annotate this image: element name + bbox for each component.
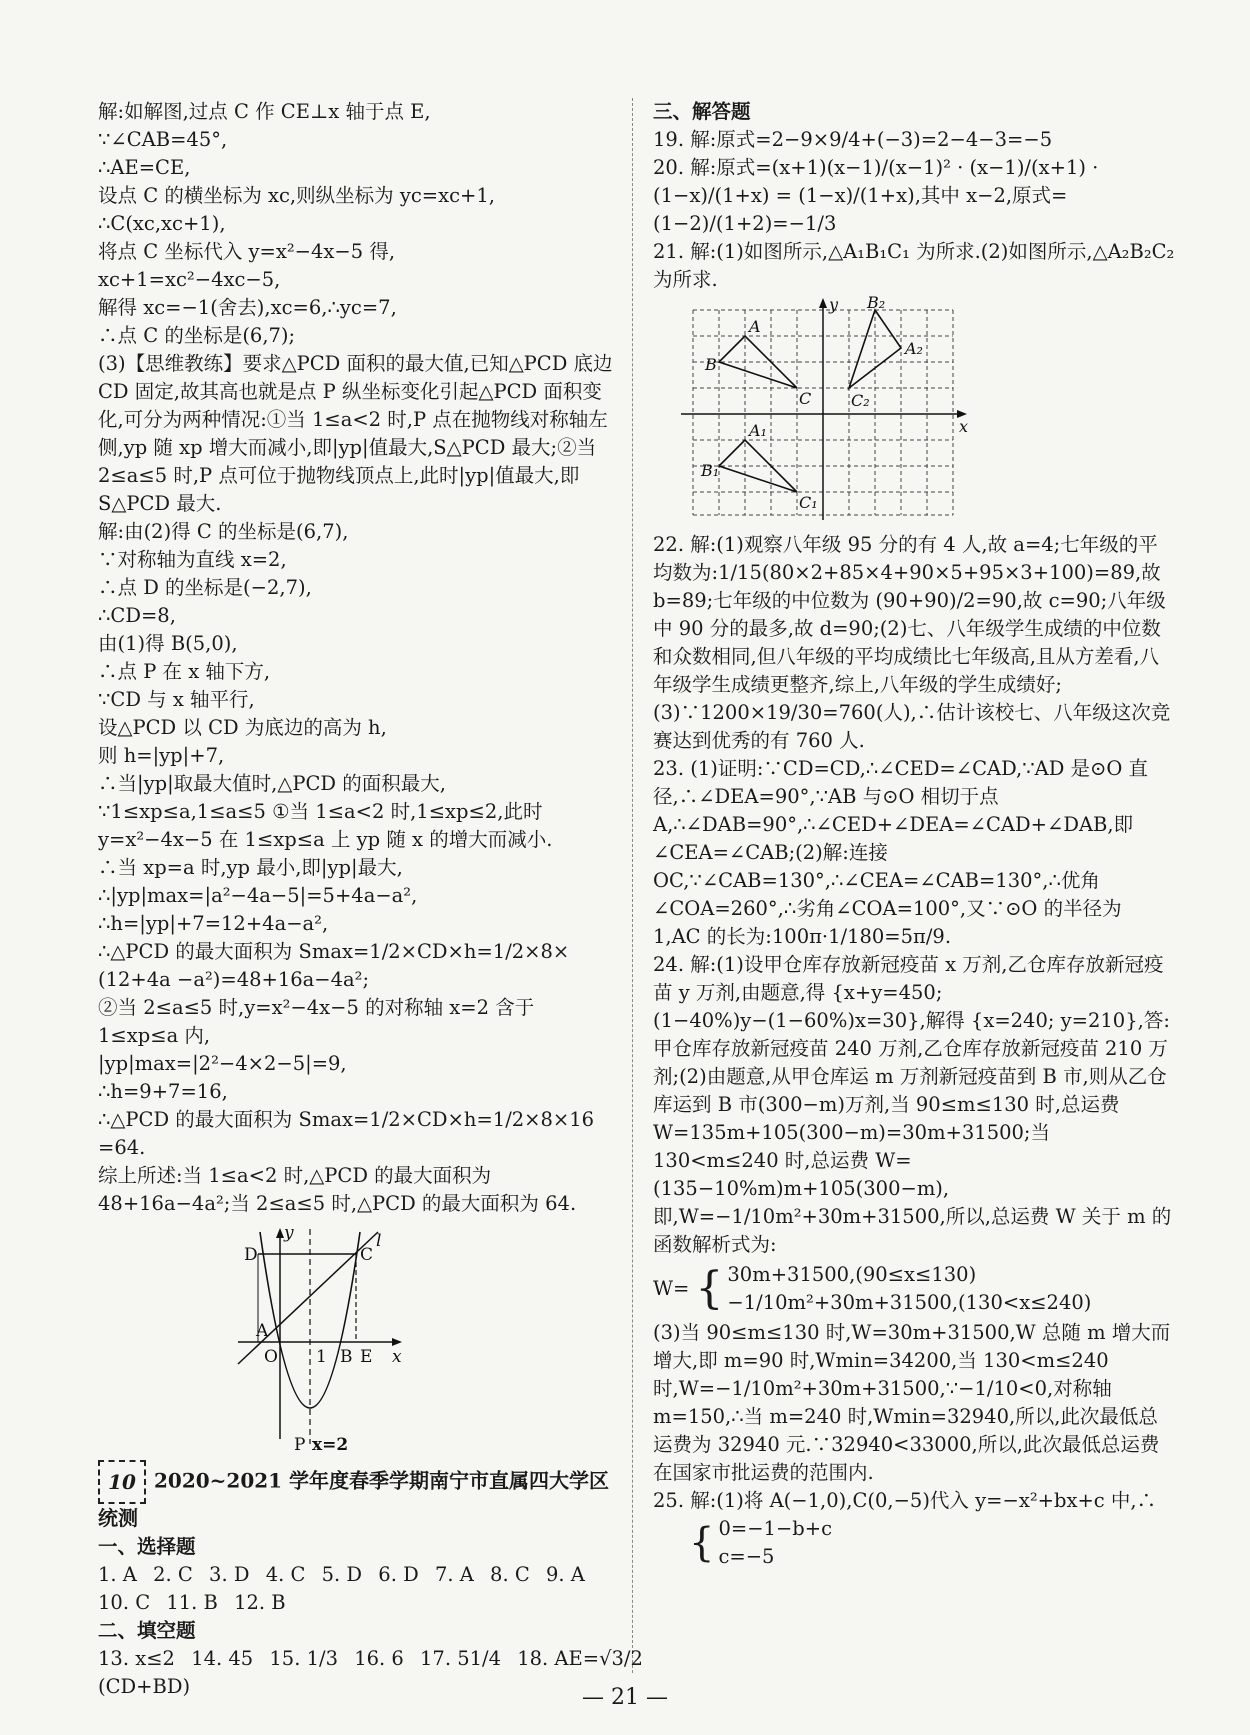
piecewise-function: W= { 30m+31500,(90≤x≤130) −1/10m²+30m+31500,(130<x≤240): [653, 1261, 1175, 1317]
answer-section-heading: 三、解答题: [653, 100, 751, 123]
system-eq-1: 0=−1−b+c: [718, 1517, 833, 1540]
label-1: 1: [316, 1347, 327, 1367]
fill-heading: 二、填空题: [98, 1619, 196, 1642]
label-o: O: [264, 1347, 278, 1367]
parabola-figure: [98, 1224, 618, 1454]
grid-label-a2: A₂: [905, 339, 923, 358]
text-line: 将点 C 坐标代入 y=x²−4x−5 得,: [98, 240, 396, 263]
text-line: (12+4a −a²)=48+16a−4a²;: [98, 968, 370, 991]
text-line: ∴△PCD 的最大面积为 Smax=1/2×CD×h=1/2×8×16: [98, 1108, 595, 1131]
label-p: P: [294, 1435, 306, 1455]
grid-label-a1: A₁: [749, 421, 767, 440]
piece-1: 30m+31500,(90≤x≤130): [727, 1263, 977, 1286]
text-line: 解得 xc=−1(舍去),xc=6,∴yc=7,: [98, 296, 397, 319]
solution-part2: [98, 98, 618, 350]
label-axis: x=2: [312, 1435, 349, 1455]
q25-system: { 0=−1−b+c c=−5: [689, 1515, 1175, 1571]
answer: 12. B: [234, 1591, 286, 1614]
label-e: E: [360, 1347, 373, 1367]
page-number: — 21 —: [582, 1685, 668, 1710]
left-column: [98, 98, 643, 1701]
text-line: ∴h=9+7=16,: [98, 1080, 228, 1103]
label-a: A: [256, 1321, 269, 1341]
answer: 17. 51/4: [420, 1647, 502, 1670]
text-line: |yp|max=|2²−4×2−5|=9,: [98, 1052, 347, 1075]
answer: 3. D: [209, 1563, 250, 1586]
answer: 4. C: [265, 1563, 306, 1586]
text-line: ∴点 C 的坐标是(6,7);: [98, 324, 296, 347]
label-b: B: [340, 1347, 353, 1367]
q23: 23. (1)证明:∵CD=CD,∴∠CED=∠CAD,∵AD 是⊙O 直径,∴∠DEA=90°,∵AB 与⊙O 相切于点 A,∴∠DAB=90°,∴∠CED+∠DEA=∠CAD+∠DAB,即∠CEA=∠CAB;(2)解:连接 OC,∵∠CAB=130°,∴∠CEA=∠CAB=130°,∴优角∠COA=260°,∴劣角∠COA=100°,又∵⊙O 的半径为 1,AC 的长为:100π·1/180=5π/9.: [653, 757, 1149, 948]
solution-part3: [98, 518, 618, 798]
text-paragraph: ∵1≤xp≤a,1≤a≤5 ①当 1≤a<2 时,1≤xp≤2,此时 y=x²−4x−5 在 1≤xp≤a 上 yp 随 x 的增大而减小.: [98, 800, 553, 851]
section-number: 10: [98, 1460, 146, 1504]
text-paragraph: ②当 2≤a≤5 时,y=x²−4x−5 的对称轴 x=2 含于 1≤xp≤a 内,: [98, 996, 535, 1047]
answer: 1. A: [98, 1563, 137, 1586]
text-line: ∴点 D 的坐标是(−2,7),: [98, 576, 312, 599]
text-line: ∵CD 与 x 轴平行,: [98, 688, 255, 711]
q24-part3: (3)当 90≤m≤130 时,W=30m+31500,W 总随 m 增大而增大,即 m=90 时,Wmin=34200,当 130<m≤240 时,W=−1/10m²+30m+31500,∵−1/10<0,对称轴 m=150,∴当 m=240 时,Wmin=32940,所以,此次最低总运费为 32940 元.∵32940<33000,所以,此次最低总运费在国家市批运费的范围内.: [653, 1321, 1171, 1484]
grid-label-b: B: [705, 355, 717, 374]
text-line: 解:由(2)得 C 的坐标是(6,7),: [98, 520, 349, 543]
text-line: ∴AE=CE,: [98, 156, 191, 179]
q21: 21. 解:(1)如图所示,△A₁B₁C₁ 为所求.(2)如图所示,△A₂B₂C₂ 为所求.: [653, 240, 1175, 291]
answer: 15. 1/3: [269, 1647, 338, 1670]
answer: 9. A: [545, 1563, 585, 1586]
text-line: ∴△PCD 的最大面积为 Smax=1/2×CD×h=1/2×8×: [98, 940, 570, 963]
q25: 25. 解:(1)将 A(−1,0),C(0,−5)代入 y=−x²+bx+c 中,∴: [653, 1489, 1157, 1512]
q24: 24. 解:(1)设甲仓库存放新冠疫苗 x 万剂,乙仓库存放新冠疫苗 y 万剂,由题意,得 {x+y=450; (1−40%)y−(1−60%)x=30},解得 {x=240; y=210},答:甲仓库存放新冠疫苗 240 万剂,乙仓库存放新冠疫苗 210 万剂;(2)由题意,从甲仓库运 m 万剂新冠疫苗到 B 市,则从乙仓库运到 B 市(300−m)万剂,当 90≤m≤130 时,总运费 W=135m+105(300−m)=30m+31500;当 130<m≤240 时,总运费 W=(135−10%m)m+105(300−m),即,W=−1/10m²+30m+31500,所以,总运费 W 关于 m 的函数解析式为:: [653, 953, 1172, 1256]
q20: 20. 解:原式=(x+1)(x−1)/(x−1)² · (x−1)/(x+1) · (1−x)/(1+x) = (1−x)/(1+x),其中 x−2,原式=(1−2)/(1+2)=−1/3: [653, 156, 1099, 235]
answer: 16. 6: [354, 1647, 404, 1670]
system-eq-2: c=−5: [718, 1545, 775, 1568]
text-line: ∴C(xc,xc+1),: [98, 212, 226, 235]
answer: 8. C: [490, 1563, 530, 1586]
text-line: ∴CD=8,: [98, 604, 176, 627]
grid-figure: [653, 293, 1175, 525]
text-line: ∴|yp|max=|a²−4a−5|=5+4a−a²,: [98, 884, 418, 907]
section-title: 2020~2021 学年度春季学期南宁市直属四大学区统测: [98, 1468, 610, 1530]
right-column: [653, 98, 1175, 1571]
text-line: 由(1)得 B(5,0),: [98, 632, 238, 655]
grid-label-a: A: [749, 317, 761, 336]
label-c: C: [360, 1245, 374, 1265]
answer: 10. C: [98, 1591, 151, 1614]
piece-2: −1/10m²+30m+31500,(130<x≤240): [727, 1291, 1092, 1314]
text-line: 解:如解图,过点 C 作 CE⊥x 轴于点 E,: [98, 100, 431, 123]
text-line: ∴点 P 在 x 轴下方,: [98, 660, 271, 683]
grid-label-c1: C₁: [799, 493, 818, 512]
label-y: y: [284, 1223, 294, 1243]
label-l: l: [376, 1231, 382, 1251]
column-divider: [632, 98, 633, 1673]
answer: 14. 45: [191, 1647, 254, 1670]
label-d: D: [244, 1245, 258, 1265]
thinking-coach-paragraph: (3)【思维教练】要求△PCD 面积的最大值,已知△PCD 底边 CD 固定,故其高也就是点 P 纵坐标变化引起△PCD 面积变化,可分为两种情况:①当 1≤a<2 时,P 点在抛物线对称轴左侧,yp 随 xp 增大而减小,即|yp|值最大,S△PCD 最大;②当 2≤a≤5 时,P 点可位于抛物线顶点上,此时|yp|值最大,即 S△PCD 最大.: [98, 352, 613, 515]
answer: 11. B: [166, 1591, 218, 1614]
grid-label-c2: C₂: [851, 391, 870, 410]
label-x: x: [392, 1347, 402, 1367]
choice-answers-row2: [98, 1589, 618, 1617]
answer: 5. D: [321, 1563, 363, 1586]
section-header: [98, 1460, 618, 1533]
choice-answers-row1: [98, 1561, 618, 1589]
answer: 18. AE=√3/2: [517, 1647, 643, 1670]
answer: 13. x≤2: [98, 1647, 175, 1670]
text-line: ∴当 xp=a 时,yp 最小,即|yp|最大,: [98, 856, 403, 879]
text-line: 设点 C 的横坐标为 xc,则纵坐标为 yc=xc+1,: [98, 184, 495, 207]
q22: 22. 解:(1)观察八年级 95 分的有 4 人,故 a=4;七年级的平均数为:1/15(80×2+85×4+90×5+95×3+100)=89,故 b=89;七年级的中位数为 (90+90)/2=90,故 c=90;八年级中 90 分的最多,故 d=90;(2)七、八年级学生成绩的中位数和众数相同,但八年级的平均成绩比七年级高,且从方差看,八年级学生成绩更整齐,综上,八年级的学生成绩好;(3)∵1200×19/30=760(人),∴估计该校七、八年级这次竞赛达到优秀的有 760 人.: [653, 533, 1171, 752]
grid-label-b1: B₁: [701, 461, 720, 480]
text-line: ∵对称轴为直线 x=2,: [98, 548, 287, 571]
text-line: 则 h=|yp|+7,: [98, 744, 225, 767]
grid-label-b2: B₂: [867, 293, 886, 312]
text-line: ∴当|yp|取最大值时,△PCD 的面积最大,: [98, 772, 446, 795]
fill-tail: (CD+BD): [98, 1675, 191, 1698]
summary-paragraph: 综上所述:当 1≤a<2 时,△PCD 的最大面积为 48+16a−4a²;当 2≤a≤5 时,△PCD 的最大面积为 64.: [98, 1164, 577, 1215]
grid-label-c: C: [799, 389, 812, 408]
grid-label-x: x: [959, 417, 969, 436]
text-line: =64.: [98, 1136, 146, 1159]
answer: 6. D: [378, 1563, 419, 1586]
text-line: ∴h=|yp|+7=12+4a−a²,: [98, 912, 329, 935]
text-line: ∵∠CAB=45°,: [98, 128, 228, 151]
text-line: 设△PCD 以 CD 为底边的高为 h,: [98, 716, 387, 739]
q19: 19. 解:原式=2−9×9/4+(−3)=2−4−3=−5: [653, 128, 1053, 151]
choice-heading: 一、选择题: [98, 1535, 196, 1558]
answer: 7. A: [434, 1563, 474, 1586]
answer: 2. C: [153, 1563, 193, 1586]
text-line: xc+1=xc²−4xc−5,: [98, 268, 281, 291]
grid-label-y: y: [829, 295, 839, 314]
fill-answers: [98, 1645, 643, 1673]
